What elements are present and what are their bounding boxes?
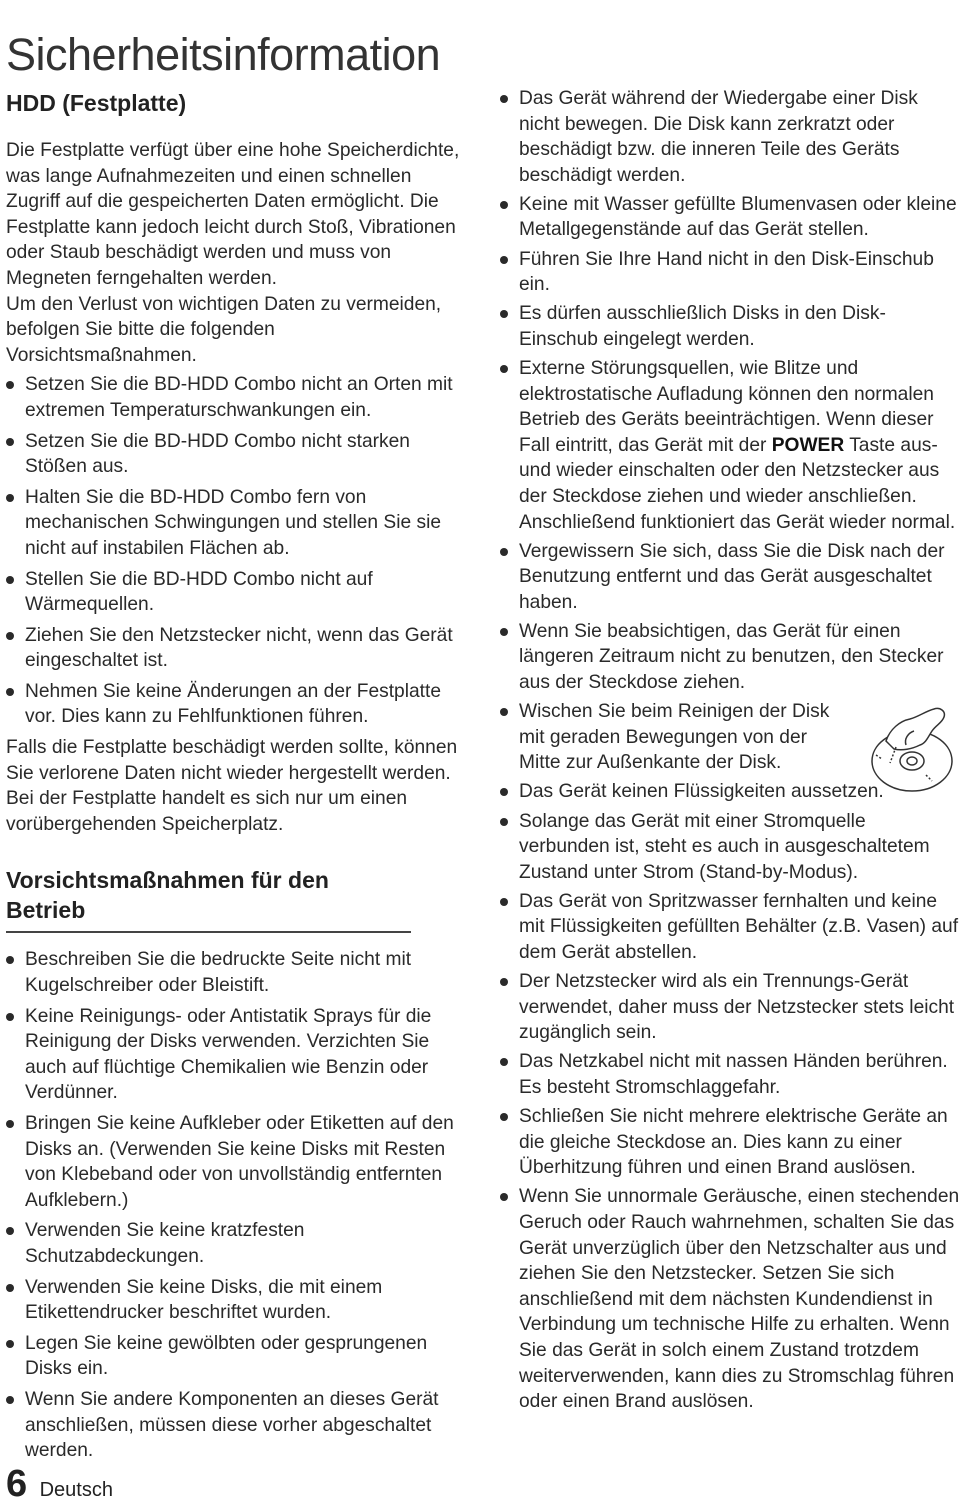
footer-language: Deutsch <box>39 1479 113 1501</box>
list-item: Verwenden Sie keine Disks, die mit einem Etikettendrucker beschriftet wurden. <box>6 1275 468 1326</box>
list-item: Wenn Sie beabsichtigen, das Gerät für einen längeren Zeitraum nicht zu benutzen, den Stecker aus der Steckdose ziehen. <box>500 619 960 696</box>
operation-left-bullet-list <box>6 947 468 1463</box>
page-number: 6 <box>6 1463 28 1505</box>
list-item: Setzen Sie die BD-HDD Combo nicht starken Stößen aus. <box>6 429 468 480</box>
list-item: Der Netzstecker wird als ein Trennungs-Gerät verwendet, daher muss der Netzstecker stets leicht zugänglich sein. <box>500 969 960 1046</box>
list-item: Beschreiben Sie die bedruckte Seite nicht mit Kugelschreiber oder Bleistift. <box>6 947 468 998</box>
list-item: Ziehen Sie den Netzstecker nicht, wenn das Gerät eingeschaltet ist. <box>6 623 468 674</box>
page-footer <box>6 1463 113 1506</box>
list-item: Nehmen Sie keine Änderungen an der Festplatte vor. Dies kann zu Fehlfunktionen führen. <box>6 679 468 730</box>
list-item: Keine mit Wasser gefüllte Blumenvasen oder kleine Metallgegenstände auf das Gerät stellen. <box>500 192 960 243</box>
power-text-after: Taste aus- und wieder einschalten oder den Netzstecker aus der Steckdose ziehen und wieder anschließen. Anschließend funktioniert das Gerät wieder normal. <box>519 434 956 533</box>
operation-heading: Vorsichtsmaßnahmen für den Betrieb <box>6 865 411 933</box>
list-item: Schließen Sie nicht mehrere elektrische Geräte an die gleiche Steckdose an. Dies kann zu einer Überhitzung führen und einen Brand auslösen. <box>500 1104 960 1181</box>
list-item: Führen Sie Ihre Hand nicht in den Disk-Einschub ein. <box>500 247 960 298</box>
power-list-item <box>500 356 960 535</box>
list-item: Stellen Sie die BD-HDD Combo nicht auf Wärmequellen. <box>6 567 468 618</box>
hdd-intro: Die Festplatte verfügt über eine hohe Speicherdichte, was lange Aufnahmezeiten und einen schnellen Zugriff auf die gespeicherten Daten ermöglicht. Die Festplatte kann jedoch leicht durch Stoß, Vibrationen oder Staub beschädigt werden und muss von Megneten ferngehalten werden. <box>6 140 460 289</box>
list-item: Wenn Sie unnormale Geräusche, einen stechenden Geruch oder Rauch wahrnehmen, schalten Sie das Gerät unverzüglich über den Netzschalter aus und ziehen Sie den Netzstecker. Setzen Sie sich anschließend mit dem nächsten Kundendienst in Verbindung um technische Hilfe zu erhalten. Wenn Sie das Gerät in solch einem Zustand trotzdem weiterverwenden, kann dies zu Stromschlag führen oder einen Brand auslösen. <box>500 1184 960 1414</box>
left-column <box>6 86 468 1469</box>
list-item: Setzen Sie die BD-HDD Combo nicht an Orten mit extremen Temperaturschwankungen ein. <box>6 372 468 423</box>
list-item: Legen Sie keine gewölbten oder gesprungenen Disks ein. <box>6 1331 468 1382</box>
list-item: Wenn Sie andere Komponenten an dieses Gerät anschließen, müssen diese vorher abgeschaltet werden. <box>6 1387 468 1464</box>
power-text-before: Externe Störungsquellen, wie Blitze und elektrostatische Aufladung können den normalen Betrieb des Geräts beeinträchtigen. Wenn dieser Fall eintritt, das Gerät mit der <box>519 357 934 456</box>
list-item: Keine Reinigungs- oder Antistatik Sprays für die Reinigung der Disks verwenden. Verzichten Sie auch auf flüchtige Chemikalien wie Benzin oder Verdünner. <box>6 1004 468 1106</box>
list-item: Das Gerät während der Wiedergabe einer Disk nicht bewegen. Die Disk kann zerkratzt oder beschädigt bzw. die inneren Teile des Geräts beschädigt werden. <box>500 86 960 188</box>
list-item: Verwenden Sie keine kratzfesten Schutzabdeckungen. <box>6 1218 468 1269</box>
list-item: Es dürfen ausschließlich Disks in den Disk-Einschub eingelegt werden. <box>500 301 960 352</box>
hdd-closing: Falls die Festplatte beschädigt werden sollte, können Sie verlorene Daten nicht wieder hergestellt werden. Bei der Festplatte handelt es sich nur um einen vorübergehenden Speicherplatz. <box>6 737 458 835</box>
disc-cleaning-hand-icon <box>866 705 958 795</box>
list-item: Halten Sie die BD-HDD Combo fern von mechanischen Schwingungen und stellen Sie sie nicht auf instabilen Flächen ab. <box>6 485 468 562</box>
list-item: Das Gerät von Spritzwasser fernhalten und keine mit Flüssigkeiten gefüllten Behälter (z.B. Vasen) auf dem Gerät abstellen. <box>500 889 960 966</box>
hdd-bullet-list <box>6 372 468 730</box>
list-item: Bringen Sie keine Aufkleber oder Etiketten auf den Disks an. (Verwenden Sie keine Disks mit Resten von Klebeband oder von unvollständig entfernten Aufklebern.) <box>6 1111 468 1213</box>
list-item: Das Gerät keinen Flüssigkeiten aussetzen. <box>500 779 960 805</box>
list-item: Vergewissern Sie sich, dass Sie die Disk nach der Benutzung entfernt und das Gerät ausgeschaltet haben. <box>500 539 960 616</box>
page-title: Sicherheitsinformation <box>6 29 441 81</box>
list-item: Solange das Gerät mit einer Stromquelle verbunden ist, steht es auch in ausgeschaltetem Zustand unter Strom (Stand-by-Modus). <box>500 809 960 886</box>
hdd-heading: HDD (Festplatte) <box>6 90 187 116</box>
list-item: Das Netzkabel nicht mit nassen Händen berühren. Es besteht Stromschlaggefahr. <box>500 1049 960 1100</box>
power-key-label: POWER <box>771 434 845 456</box>
wipe-list-item: Wischen Sie beim Reinigen der Disk mit geraden Bewegungen von der Mitte zur Außenkante der Disk. <box>500 699 960 776</box>
hdd-precaution-intro: Um den Verlust von wichtigen Daten zu vermeiden, befolgen Sie bitte die folgenden Vorsichtsmaßnahmen. <box>6 293 442 366</box>
